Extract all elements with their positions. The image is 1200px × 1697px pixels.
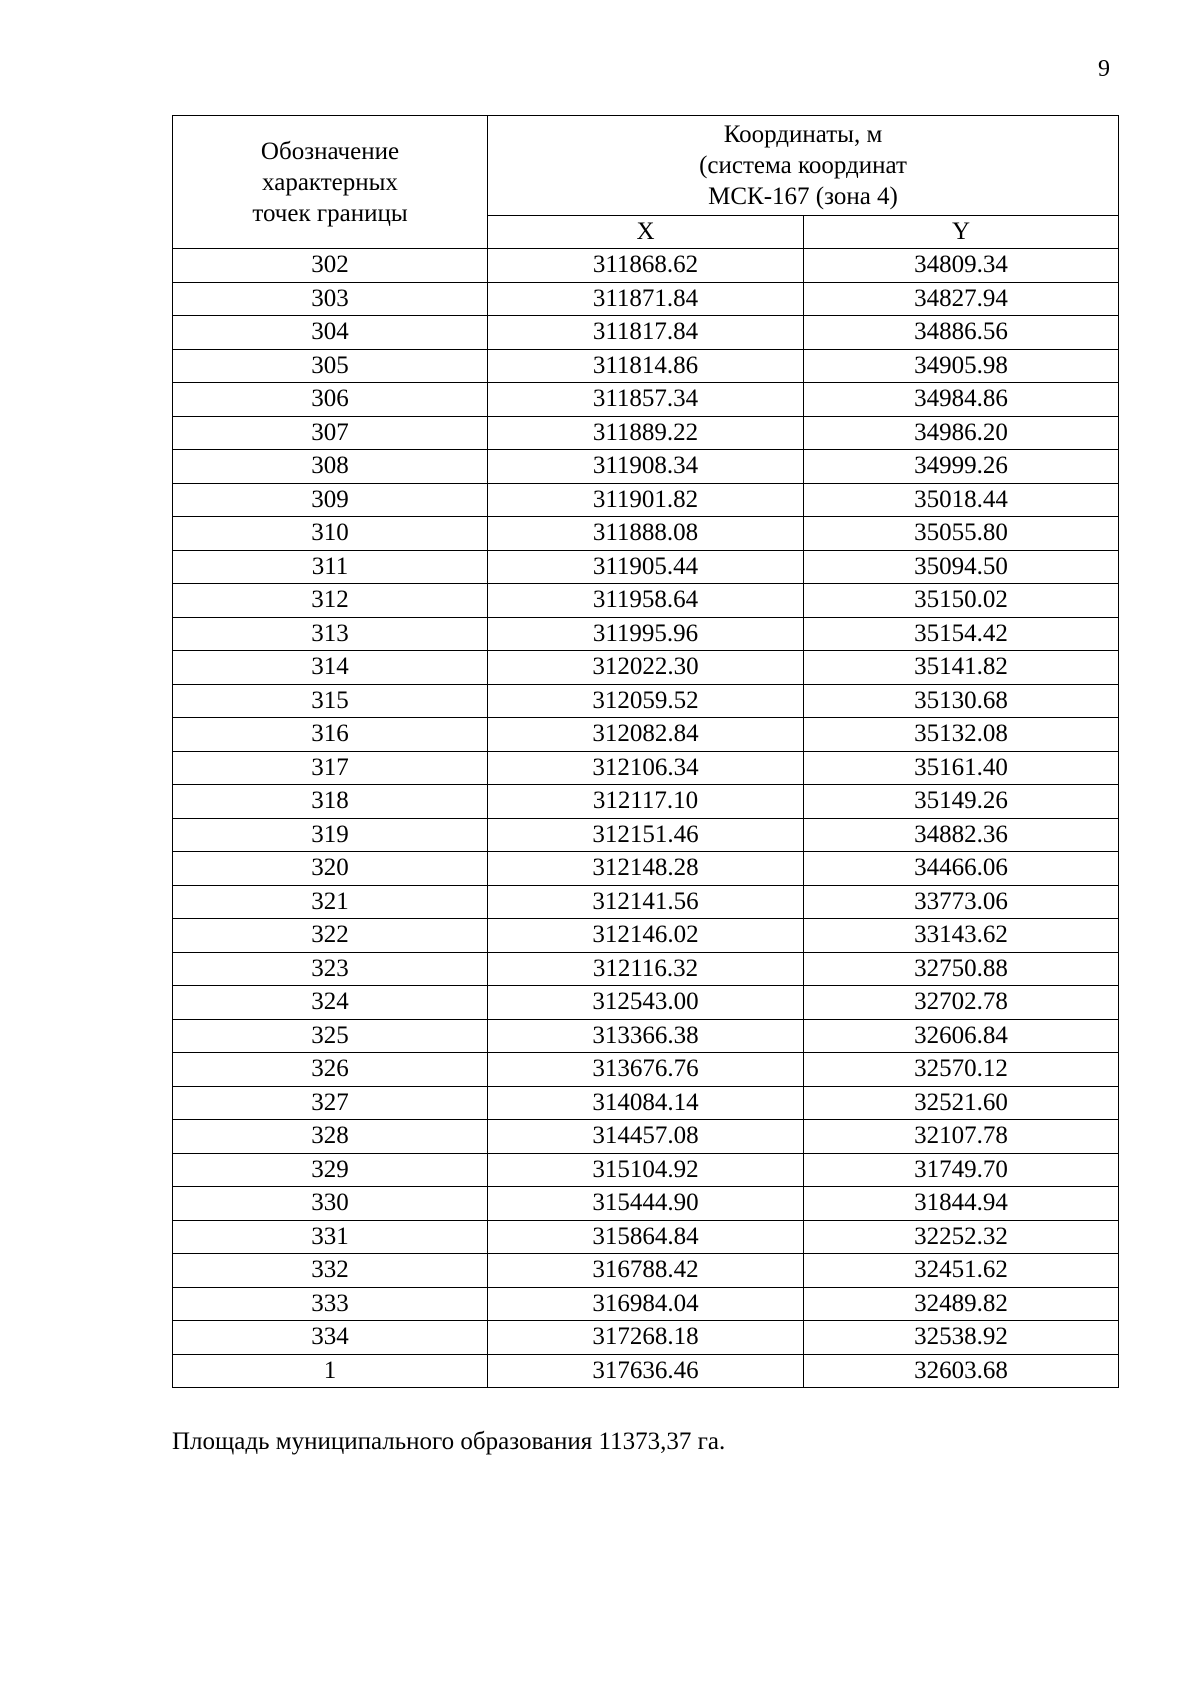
x-cell: 317268.18: [488, 1321, 804, 1355]
point-cell: 334: [173, 1321, 488, 1355]
x-cell: 316788.42: [488, 1254, 804, 1288]
header-points-line-3: точек границы: [252, 199, 408, 227]
table-row: [173, 1019, 1119, 1053]
page-number: 9: [1098, 56, 1110, 82]
x-cell: 311889.22: [488, 416, 804, 450]
table-row: [173, 1254, 1119, 1288]
point-cell: 326: [173, 1053, 488, 1087]
table-row: [173, 651, 1119, 685]
y-cell: 32603.68: [804, 1354, 1119, 1388]
table-row: [173, 684, 1119, 718]
y-cell: 33143.62: [804, 919, 1119, 953]
y-cell: 31749.70: [804, 1153, 1119, 1187]
y-cell: 35154.42: [804, 617, 1119, 651]
x-cell: 311901.82: [488, 483, 804, 517]
y-cell: 35094.50: [804, 550, 1119, 584]
x-cell: 312116.32: [488, 952, 804, 986]
x-cell: 311908.34: [488, 450, 804, 484]
header-coords-line-1: Координаты, м: [723, 120, 883, 148]
table-header: [173, 116, 1119, 249]
table-row: [173, 852, 1119, 886]
table-row: [173, 885, 1119, 919]
area-note: Площадь муниципального образования 11373,37 га.: [172, 1428, 726, 1455]
point-cell: 327: [173, 1086, 488, 1120]
x-cell: 311857.34: [488, 383, 804, 417]
x-cell: 311817.84: [488, 316, 804, 350]
table-row: [173, 1120, 1119, 1154]
point-cell: 324: [173, 986, 488, 1020]
table-row: [173, 1153, 1119, 1187]
y-cell: 34466.06: [804, 852, 1119, 886]
point-cell: 331: [173, 1220, 488, 1254]
y-cell: 32451.62: [804, 1254, 1119, 1288]
x-cell: 315864.84: [488, 1220, 804, 1254]
y-cell: 32252.32: [804, 1220, 1119, 1254]
x-cell: 311995.96: [488, 617, 804, 651]
point-cell: 333: [173, 1287, 488, 1321]
point-cell: 309: [173, 483, 488, 517]
y-cell: 32107.78: [804, 1120, 1119, 1154]
y-cell: 33773.06: [804, 885, 1119, 919]
table-row: [173, 1220, 1119, 1254]
table-row: [173, 785, 1119, 819]
y-cell: 35150.02: [804, 584, 1119, 618]
table-row: [173, 751, 1119, 785]
x-cell: 313676.76: [488, 1053, 804, 1087]
table-row: [173, 1086, 1119, 1120]
y-cell: 34986.20: [804, 416, 1119, 450]
point-cell: 325: [173, 1019, 488, 1053]
table-row: [173, 1354, 1119, 1388]
table-body: [173, 249, 1119, 1388]
x-cell: 315104.92: [488, 1153, 804, 1187]
table-row: [173, 282, 1119, 316]
table-row: [173, 316, 1119, 350]
point-cell: 1: [173, 1354, 488, 1388]
point-cell: 302: [173, 249, 488, 283]
y-cell: 34882.36: [804, 818, 1119, 852]
table-row: [173, 550, 1119, 584]
x-cell: 311888.08: [488, 517, 804, 551]
point-cell: 305: [173, 349, 488, 383]
point-cell: 323: [173, 952, 488, 986]
y-cell: 32489.82: [804, 1287, 1119, 1321]
y-cell: 34886.56: [804, 316, 1119, 350]
x-cell: 312151.46: [488, 818, 804, 852]
coordinates-table: [172, 115, 1119, 1388]
y-cell: 32750.88: [804, 952, 1119, 986]
y-cell: 34905.98: [804, 349, 1119, 383]
y-cell: 31844.94: [804, 1187, 1119, 1221]
header-x: X: [488, 215, 804, 248]
x-cell: 312117.10: [488, 785, 804, 819]
table-row: [173, 1287, 1119, 1321]
y-cell: 35141.82: [804, 651, 1119, 685]
table-row: [173, 584, 1119, 618]
y-cell: 34809.34: [804, 249, 1119, 283]
x-cell: 311868.62: [488, 249, 804, 283]
y-cell: 35149.26: [804, 785, 1119, 819]
point-cell: 303: [173, 282, 488, 316]
header-points: [173, 116, 488, 249]
point-cell: 321: [173, 885, 488, 919]
x-cell: 317636.46: [488, 1354, 804, 1388]
x-cell: 314457.08: [488, 1120, 804, 1154]
header-coords-line-2: (система координат: [699, 151, 907, 179]
x-cell: 312022.30: [488, 651, 804, 685]
point-cell: 320: [173, 852, 488, 886]
x-cell: 312059.52: [488, 684, 804, 718]
point-cell: 311: [173, 550, 488, 584]
table-row: [173, 617, 1119, 651]
y-cell: 35130.68: [804, 684, 1119, 718]
point-cell: 316: [173, 718, 488, 752]
table-row: [173, 986, 1119, 1020]
table-row: [173, 416, 1119, 450]
point-cell: 314: [173, 651, 488, 685]
table-row: [173, 952, 1119, 986]
header-coordinates: [488, 116, 1119, 216]
x-cell: 312141.56: [488, 885, 804, 919]
point-cell: 332: [173, 1254, 488, 1288]
point-cell: 328: [173, 1120, 488, 1154]
header-points-line-1: Обозначение: [260, 137, 400, 165]
y-cell: 35018.44: [804, 483, 1119, 517]
point-cell: 310: [173, 517, 488, 551]
x-cell: 313366.38: [488, 1019, 804, 1053]
y-cell: 34984.86: [804, 383, 1119, 417]
y-cell: 32570.12: [804, 1053, 1119, 1087]
table-row: [173, 483, 1119, 517]
x-cell: 311958.64: [488, 584, 804, 618]
point-cell: 330: [173, 1187, 488, 1221]
table-row: [173, 718, 1119, 752]
point-cell: 307: [173, 416, 488, 450]
x-cell: 311905.44: [488, 550, 804, 584]
point-cell: 318: [173, 785, 488, 819]
table-row: [173, 450, 1119, 484]
y-cell: 32702.78: [804, 986, 1119, 1020]
table-row: [173, 919, 1119, 953]
header-coords-line-3: МСК-167 (зона 4): [708, 182, 898, 210]
point-cell: 315: [173, 684, 488, 718]
y-cell: 32521.60: [804, 1086, 1119, 1120]
point-cell: 319: [173, 818, 488, 852]
table-row: [173, 1187, 1119, 1221]
x-cell: 312543.00: [488, 986, 804, 1020]
table-row: [173, 517, 1119, 551]
header-y: Y: [804, 215, 1119, 248]
point-cell: 322: [173, 919, 488, 953]
y-cell: 35055.80: [804, 517, 1119, 551]
table-row: [173, 1053, 1119, 1087]
x-cell: 314084.14: [488, 1086, 804, 1120]
x-cell: 311814.86: [488, 349, 804, 383]
point-cell: 313: [173, 617, 488, 651]
y-cell: 35161.40: [804, 751, 1119, 785]
point-cell: 304: [173, 316, 488, 350]
header-points-line-2: характерных: [262, 168, 398, 196]
x-cell: 312148.28: [488, 852, 804, 886]
x-cell: 312082.84: [488, 718, 804, 752]
y-cell: 34827.94: [804, 282, 1119, 316]
x-cell: 311871.84: [488, 282, 804, 316]
point-cell: 308: [173, 450, 488, 484]
table-row: [173, 1321, 1119, 1355]
point-cell: 312: [173, 584, 488, 618]
table-row: [173, 249, 1119, 283]
x-cell: 316984.04: [488, 1287, 804, 1321]
table-row: [173, 349, 1119, 383]
y-cell: 32538.92: [804, 1321, 1119, 1355]
x-cell: 312146.02: [488, 919, 804, 953]
point-cell: 306: [173, 383, 488, 417]
x-cell: 315444.90: [488, 1187, 804, 1221]
y-cell: 34999.26: [804, 450, 1119, 484]
table-row: [173, 383, 1119, 417]
point-cell: 329: [173, 1153, 488, 1187]
point-cell: 317: [173, 751, 488, 785]
x-cell: 312106.34: [488, 751, 804, 785]
y-cell: 35132.08: [804, 718, 1119, 752]
table-row: [173, 818, 1119, 852]
y-cell: 32606.84: [804, 1019, 1119, 1053]
